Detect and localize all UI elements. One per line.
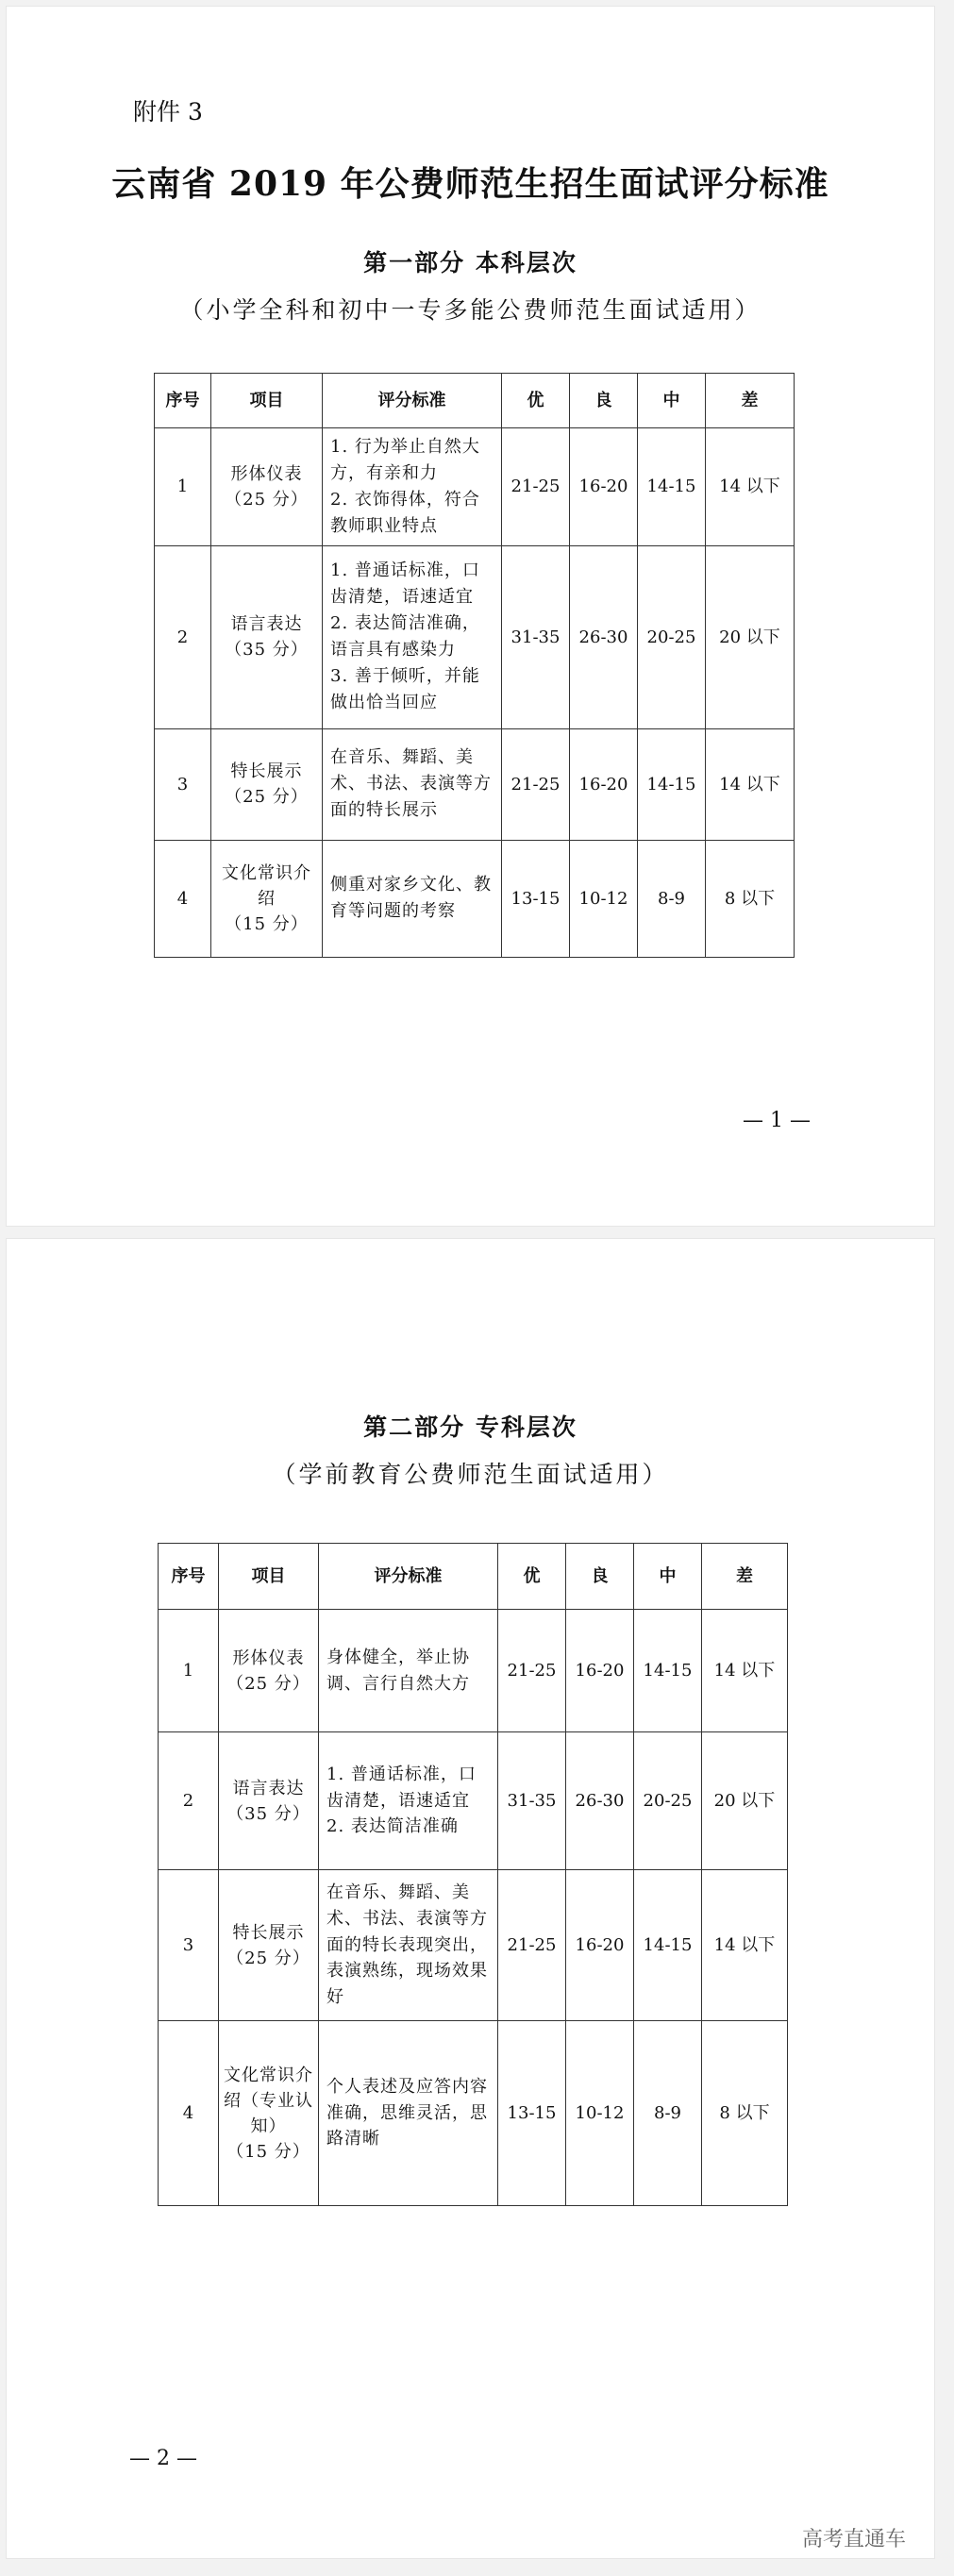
row-number: 4 <box>159 2021 219 2206</box>
row-number: 2 <box>155 545 211 728</box>
header-no: 序号 <box>155 374 211 428</box>
table-row <box>159 1732 788 1870</box>
table-row <box>159 1870 788 2021</box>
row-criteria: 1. 行为举止自然大方，有亲和力 2. 衣饰得体，符合教师职业特点 <box>323 428 502 546</box>
row-item: 语言表达 （35 分） <box>219 1732 319 1870</box>
row-item: 特长展示 （25 分） <box>219 1870 319 2021</box>
row-criteria: 1. 普通话标准，口齿清楚，语速适宜 2. 表达简洁准确，语言具有感染力 3. 善于倾听，并能做出恰当回应 <box>323 545 502 728</box>
header-item: 项目 <box>219 1544 319 1610</box>
row-number: 3 <box>155 728 211 840</box>
document-page-1 <box>6 6 935 1227</box>
score-good: 16-20 <box>566 1870 634 2021</box>
row-number: 4 <box>155 840 211 957</box>
row-number: 1 <box>155 428 211 546</box>
table-row <box>159 1610 788 1732</box>
table-row <box>159 2021 788 2206</box>
header-good: 良 <box>566 1544 634 1610</box>
table-row <box>155 428 795 546</box>
row-item: 语言表达 （35 分） <box>211 545 323 728</box>
row-item: 特长展示 （25 分） <box>211 728 323 840</box>
row-number: 3 <box>159 1870 219 2021</box>
score-good: 26-30 <box>566 1732 634 1870</box>
score-good: 26-30 <box>570 545 638 728</box>
header-item: 项目 <box>211 374 323 428</box>
row-criteria: 1. 普通话标准，口齿清楚，语速适宜 2. 表达简洁准确 <box>319 1732 498 1870</box>
score-fair: 20-25 <box>634 1732 702 1870</box>
row-item: 文化常识介绍 （15 分） <box>211 840 323 957</box>
scoring-table-part2 <box>158 1543 788 2206</box>
table-header-row <box>159 1544 788 1610</box>
score-good: 10-12 <box>566 2021 634 2206</box>
score-fair: 14-15 <box>638 428 706 546</box>
row-criteria: 在音乐、舞蹈、美术、书法、表演等方面的特长展示 <box>323 728 502 840</box>
score-poor: 14 以下 <box>706 428 795 546</box>
table-row <box>155 728 795 840</box>
header-poor: 差 <box>706 374 795 428</box>
score-poor: 8 以下 <box>706 840 795 957</box>
header-poor: 差 <box>702 1544 788 1610</box>
attachment-label: 附件 3 <box>133 98 203 125</box>
header-good: 良 <box>570 374 638 428</box>
source-watermark: 高考直通车 <box>802 2528 907 2551</box>
table-header-row <box>155 374 795 428</box>
row-criteria: 个人表述及应答内容准确，思维灵活，思路清晰 <box>319 2021 498 2206</box>
score-good: 16-20 <box>566 1610 634 1732</box>
part2-subtitle: （学前教育公费师范生面试适用） <box>272 1461 669 1488</box>
header-criteria: 评分标准 <box>323 374 502 428</box>
score-excellent: 21-25 <box>498 1610 566 1732</box>
score-excellent: 13-15 <box>498 2021 566 2206</box>
page-number: — 1 — <box>743 1109 811 1132</box>
row-item: 形体仪表 （25 分） <box>211 428 323 546</box>
score-good: 16-20 <box>570 728 638 840</box>
document-title: 云南省 2019 年公费师范生招生面试评分标准 <box>111 164 829 204</box>
score-excellent: 21-25 <box>498 1870 566 2021</box>
row-criteria: 在音乐、舞蹈、美术、书法、表演等方面的特长表现突出，表演熟练，现场效果好 <box>319 1870 498 2021</box>
row-criteria: 侧重对家乡文化、教育等问题的考察 <box>323 840 502 957</box>
row-number: 1 <box>159 1610 219 1732</box>
score-poor: 14 以下 <box>702 1870 788 2021</box>
score-fair: 20-25 <box>638 545 706 728</box>
score-excellent: 21-25 <box>502 428 570 546</box>
table-row <box>155 840 795 957</box>
row-number: 2 <box>159 1732 219 1870</box>
score-fair: 8-9 <box>638 840 706 957</box>
header-excellent: 优 <box>498 1544 566 1610</box>
score-excellent: 21-25 <box>502 728 570 840</box>
score-excellent: 31-35 <box>502 545 570 728</box>
header-criteria: 评分标准 <box>319 1544 498 1610</box>
document-page-2 <box>6 1238 935 2559</box>
score-poor: 20 以下 <box>706 545 795 728</box>
part1-title: 第一部分 本科层次 <box>363 249 577 276</box>
page-number: — 2 — <box>129 2447 197 2470</box>
score-poor: 14 以下 <box>706 728 795 840</box>
row-item: 文化常识介绍（专业认知） （15 分） <box>219 2021 319 2206</box>
score-fair: 8-9 <box>634 2021 702 2206</box>
row-criteria: 身体健全，举止协调、言行自然大方 <box>319 1610 498 1732</box>
score-poor: 14 以下 <box>702 1610 788 1732</box>
score-fair: 14-15 <box>634 1870 702 2021</box>
score-good: 10-12 <box>570 840 638 957</box>
score-good: 16-20 <box>570 428 638 546</box>
header-fair: 中 <box>638 374 706 428</box>
header-excellent: 优 <box>502 374 570 428</box>
table-row <box>155 545 795 728</box>
score-poor: 8 以下 <box>702 2021 788 2206</box>
row-item: 形体仪表 （25 分） <box>219 1610 319 1732</box>
score-excellent: 13-15 <box>502 840 570 957</box>
score-poor: 20 以下 <box>702 1732 788 1870</box>
score-excellent: 31-35 <box>498 1732 566 1870</box>
part1-subtitle: （小学全科和初中一专多能公费师范生面试适用） <box>179 296 762 324</box>
part2-title: 第二部分 专科层次 <box>363 1413 577 1441</box>
score-fair: 14-15 <box>634 1610 702 1732</box>
scoring-table-part1 <box>154 373 795 958</box>
score-fair: 14-15 <box>638 728 706 840</box>
header-fair: 中 <box>634 1544 702 1610</box>
header-no: 序号 <box>159 1544 219 1610</box>
